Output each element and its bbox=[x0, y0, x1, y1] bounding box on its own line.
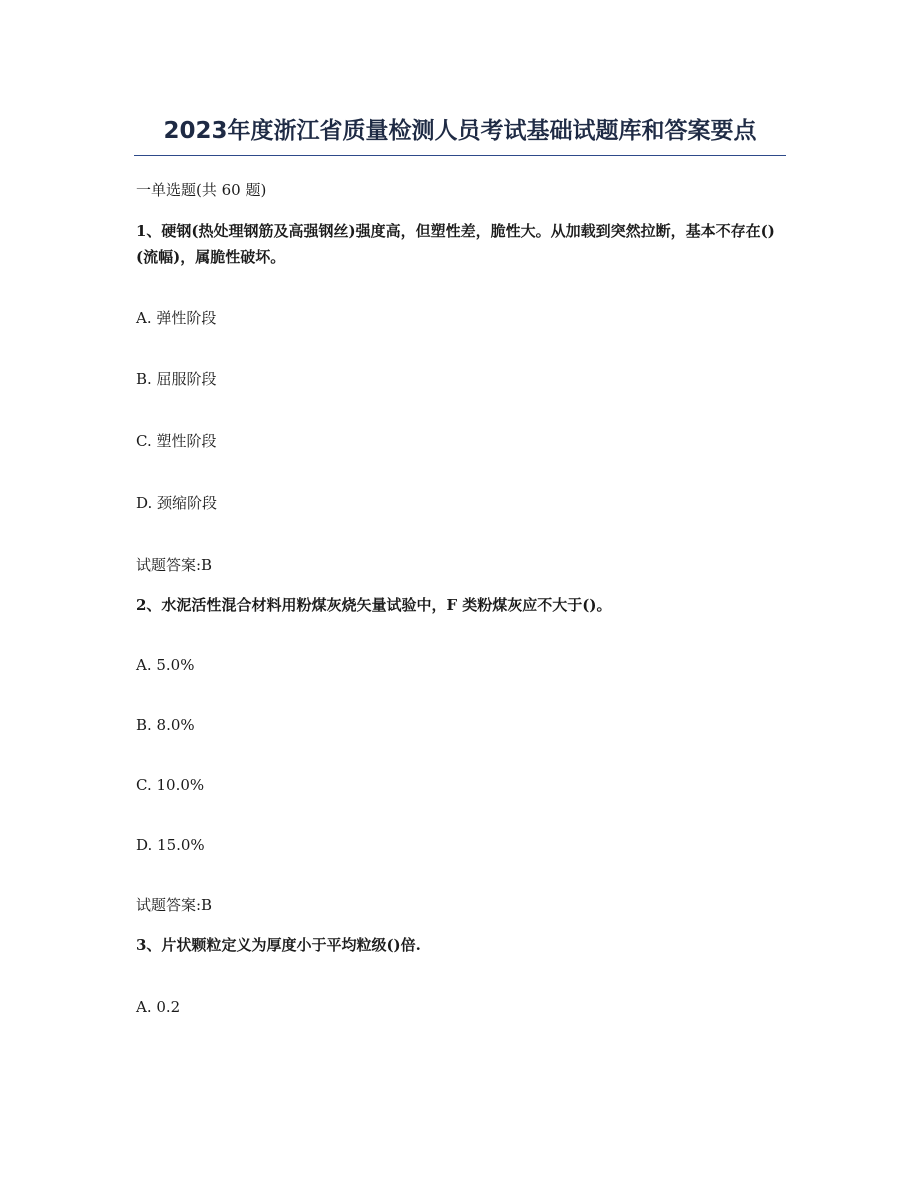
question-2-answer: 试题答案:B bbox=[136, 896, 213, 914]
question-2-option-d: D. 15.0% bbox=[136, 836, 205, 854]
question-3-text: 3、片状颗粒定义为厚度小于平均粒级()倍. bbox=[136, 936, 421, 954]
question-2-text: 2、水泥活性混合材料用粉煤灰烧矢量试验中，F 类粉煤灰应不大于()。 bbox=[136, 596, 612, 614]
question-2-option-a: A. 5.0% bbox=[136, 656, 195, 674]
question-3-option-a: A. 0.2 bbox=[136, 998, 181, 1016]
document-title: 2023年度浙江省质量检测人员考试基础试题库和答案要点 bbox=[163, 118, 757, 144]
question-2-option-c: C. 10.0% bbox=[136, 776, 205, 794]
question-1-option-c: C. 塑性阶段 bbox=[136, 432, 217, 450]
question-1-answer: 试题答案:B bbox=[136, 556, 213, 574]
question-1-option-a: A. 弹性阶段 bbox=[136, 309, 217, 327]
section-heading: 一单选题(共 60 题) bbox=[136, 181, 267, 199]
question-2-option-b: B. 8.0% bbox=[136, 716, 195, 734]
title-underline bbox=[134, 155, 786, 156]
question-1-option-b: B. 屈服阶段 bbox=[136, 370, 217, 388]
question-1-text: 1、硬钢(热处理钢筋及高强钢丝)强度高，但塑性差，脆性大。从加载到突然拉断，基本不存在()(流幅)，属脆性破坏。 bbox=[136, 222, 775, 266]
question-1-option-d: D. 颈缩阶段 bbox=[136, 494, 218, 512]
